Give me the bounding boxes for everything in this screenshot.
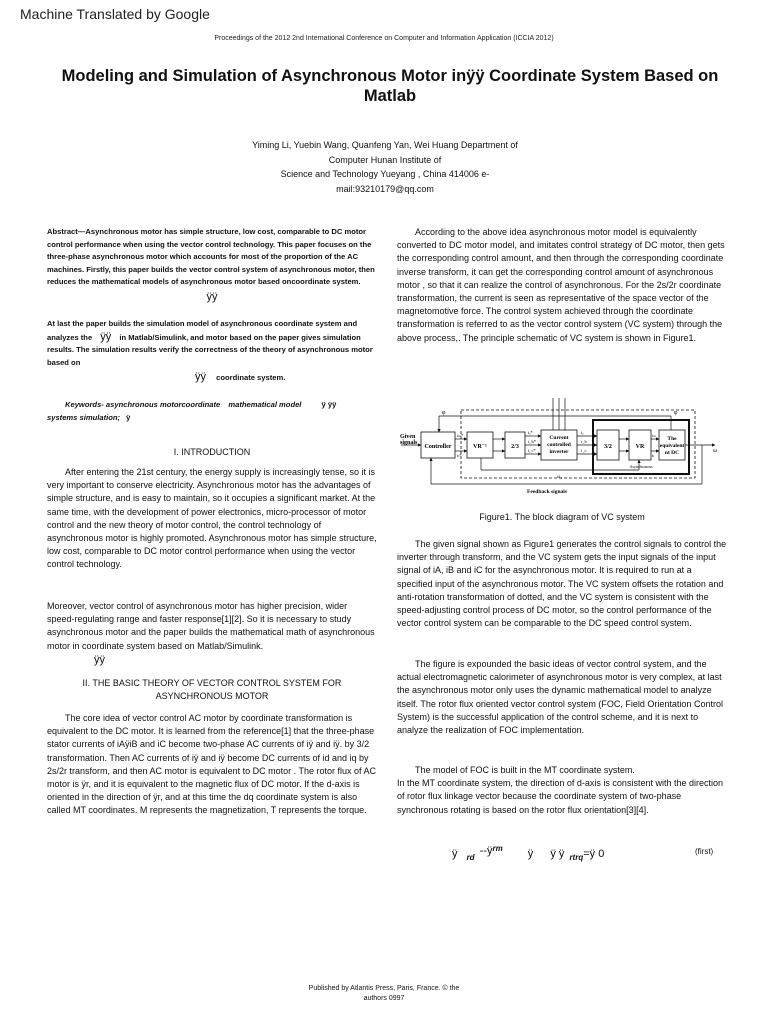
eq-part-4: ÿ ÿ	[550, 848, 565, 860]
eq-part-3: ÿ	[527, 848, 534, 860]
vr-label: VR	[635, 444, 645, 450]
dc-label-2: equivalent	[659, 443, 685, 449]
eq-part-5: =ÿ 0	[583, 848, 605, 860]
keywords	[47, 398, 377, 424]
abstract-text-2c: coordinate system.	[216, 373, 286, 383]
fig-out-label-3: iₘ	[652, 433, 657, 438]
equation-number: (first)	[695, 847, 714, 856]
fig-in-label-1: iₜ*	[457, 453, 462, 458]
fig-out-label-2: i_c	[581, 448, 587, 453]
intro-heading: I. INTRODUCTION	[173, 447, 251, 457]
equation-1	[452, 844, 604, 862]
dc-label-1: The	[667, 436, 677, 442]
footer-line-1: Published by Atlantis Press, Paris, France. © the	[308, 985, 460, 992]
right-paragraph-3: The figure is expounded the basic ideas of vector control system, and the actual electromagnetic calorimeter of asynchronous motor is very complex, at last the asynchronous motor only uses the dynamic mathematical model to analyze itself. The rotor flux oriented vector control system (FOC, Field Orientation Control System) is the successful application of the control scheme, and it is next to analyze the realization of FOC implementation.	[397, 659, 723, 736]
title-line-2: Matlab	[363, 87, 417, 105]
abstract-text-1: Abstract—Asynchronous motor has simple structure, low cost, comparable to DC motor control performance when using the vector control technology. This paper focuses on the three-phase asynchronous motor which accounts for most of the proportion of the AC machines. Firstly, this paper builds the vector control system of asynchronous motor, then reduces the mathematical models of asynchronous motor based oncoordinate system.	[47, 227, 375, 287]
fig-in-label-3: i_b*	[528, 439, 537, 444]
publisher-footer	[250, 984, 518, 1003]
asynchronous-motor-label: Asynchronous	[629, 464, 653, 469]
abstract-symbol-1: ÿÿ	[206, 290, 218, 303]
feedback-signals-label: Feedback signals	[527, 489, 567, 495]
abstract-paragraph-2	[47, 318, 377, 385]
title-line-1: Modeling and Simulation of Asynchronous Motor inÿÿ Coordinate System Based on	[61, 67, 719, 85]
theory-heading	[47, 677, 377, 702]
theory-heading-line-2: ASYNCHRONOUS MOTOR	[155, 690, 269, 701]
abstract-symbol-2: ÿÿ	[100, 330, 112, 343]
right-paragraph-4	[397, 764, 727, 817]
paper-title	[40, 66, 740, 106]
keywords-line-1b: mathematical model	[228, 400, 302, 409]
machine-translation-banner: Machine Translated by Google	[20, 6, 210, 22]
abstract-symbol-3: ÿÿ	[195, 371, 206, 384]
vc-system-block-diagram	[397, 394, 727, 504]
authors-line-4: mail:93210179@qq.com	[336, 183, 434, 194]
abstract-text-2a: At last the paper builds the simulation model of asynchronous coordinate system and analyzes the	[47, 319, 358, 342]
abstract-paragraph-1	[47, 226, 377, 304]
authors-line-3: Science and Technology Yueyang , China 414006 e-	[280, 169, 490, 179]
intro-paragraph-1: After entering the 21st century, the energy supply is increasingly tense, so it is very important to conserve electricity. Asynchronous motor has the advantages of simple structure, and is easy to maintain, so it occupies a significant market. At the same time, with the development of power electronics, micro-processor of motor control and the new theory of motor control, the control technology of asynchronous motor is highly promoted. Asynchronous motor has simple structure, low cost, comparable to DC motor control performance when using the vector control technology.	[47, 467, 377, 570]
omega-label: ω	[713, 448, 717, 454]
cci-label-3: inverter	[549, 449, 569, 455]
phi-label-left: φ	[442, 410, 446, 416]
controller-label: Controller	[424, 444, 452, 450]
authors-line-2: Computer Hunan Institute of	[328, 154, 442, 165]
3-2-label: 3/2	[604, 444, 612, 450]
dc-label-3: nt DC	[664, 450, 680, 456]
cci-label-2: controlled	[547, 442, 571, 448]
omega1-label: ω₁	[557, 475, 563, 480]
fig-in-label-2: iₐ*	[528, 430, 533, 435]
right-paragraph-4a: The model of FOC is built in the MT coordinate system.	[415, 765, 635, 775]
cci-label-1: Current	[549, 435, 569, 441]
keywords-line-2: systems simulation;	[47, 413, 121, 422]
author-block	[150, 138, 620, 196]
2-3-label: 2/3	[511, 444, 519, 450]
proceedings-header: Proceedings of the 2012 2nd International Conference on Computer and Information Application (ICCIA 2012)	[214, 35, 554, 42]
right-paragraph-1: According to the above idea asynchronous motor model is equivalently converted to DC motor model, and imitates control strategy of DC motor, then gets the corresponding control amount, and then through the corresponding coordinate inverse transform, it can get the corresponding control amount of asynchronous motor , so that it can realize the control of asynchronous. For the 2s/2r coordinate transformation, the current is seen as representative of the space vector of the magnetomotive force. The control system achieved through the coordinate transformation is referred to as the vector control system (VC system) through the above process,. The principle schematic of VC system is shown in Figure1.	[397, 227, 725, 343]
given-signals-label-1: Given	[400, 434, 416, 440]
authors-line-1: Yiming Li, Yuebin Wang, Quanfeng Yan, Wei Huang Department of	[252, 140, 518, 150]
intro-symbol: ÿÿ	[94, 654, 105, 666]
right-paragraph-2: The given signal shown as Figure1 generates the control signals to control the inverter through transform, and the VC system gets the input signals of the input signal of iA, iB and iC for the asynchronous motor. It is required to run at a specified input of the asynchronous motor. The VC system offsets the rotation and anti-rotation transformation of dotted, and the VC system is consistent with the speed-adjusting control process of DC motor, so the control performance of the vector control system can be comparable to the DC speed control system.	[397, 539, 727, 629]
intro-paragraph-2: Moreover, vector control of asynchronous motor has higher precision, wider speed-regulating range and faster response[1][2]. So it is necessary to study asynchronous motor and the paper builds the mathematical math of asynchronous motor in coordinate system based on Matlab/Simulink.	[47, 601, 375, 651]
fig-out-label-1: i_b	[581, 439, 587, 444]
figure-caption: Figure1. The block diagram of VC system	[479, 512, 645, 522]
keywords-symbol: ÿ ÿÿ	[321, 400, 337, 409]
eq-sup-2: rm	[492, 844, 503, 853]
abstract-text-2b: in Matlab/Simulink, and motor based on the paper gives simulation results. The simulation results verify the correctness of the theory of asynchronous motor based on	[47, 332, 373, 367]
given-signals-label-2: signals	[400, 440, 418, 446]
theory-heading-line-1: II. THE BASIC THEORY OF VECTOR CONTROL SYSTEM FOR	[82, 678, 342, 688]
eq-part-2: --ÿ	[479, 845, 493, 857]
eq-sub-4: rtrq	[569, 853, 584, 862]
fig-in-label-0: iₘ*	[457, 433, 464, 438]
fig-out-label-4: iₜ	[652, 453, 655, 458]
eq-sub-1: rd	[466, 853, 475, 862]
keywords-symbol-2: ÿ	[126, 413, 131, 422]
fig-in-label-4: i_c*	[528, 448, 536, 453]
theory-paragraph-1: The core idea of vector control AC motor by coordinate transformation is equivalent to the DC motor. It is learned from the reference[1] that the three-phase stator currents of iAÿiB and iC become two-phase AC currents of iÿ and iÿ. by 3/2 transformation. Then AC currents of iÿ and iÿ become DC currents of id and iq by 2s/2r transform, and then AC motor is equivalent to DC motor . The rotor flux of AC motor is ÿr, and it is equivalent to the magnetic flux of DC motor. If the d-axis is oriented in the direction of ÿr, and at this time the dq coordinate system is also called MT coordinates. M represents the magnetization, T represents the torque.	[47, 713, 376, 816]
vr-inverse-label: VR⁻¹	[473, 444, 487, 450]
fig-out-label-0: iₐ	[581, 430, 584, 435]
footer-line-2: authors 0997	[363, 994, 405, 1002]
keywords-line-1: Keywords- asynchronous motorcoordinate	[65, 400, 221, 409]
phi-label-right: φ	[674, 410, 678, 416]
eq-part-1: ÿ	[452, 848, 458, 860]
right-paragraph-4b: In the MT coordinate system, the direction of d-axis is consistent with the direction of rotor flux linkage vector because the coordinate system of two-phase synchronous rotating is based on the rotor flux orientation[3][4].	[397, 778, 723, 815]
